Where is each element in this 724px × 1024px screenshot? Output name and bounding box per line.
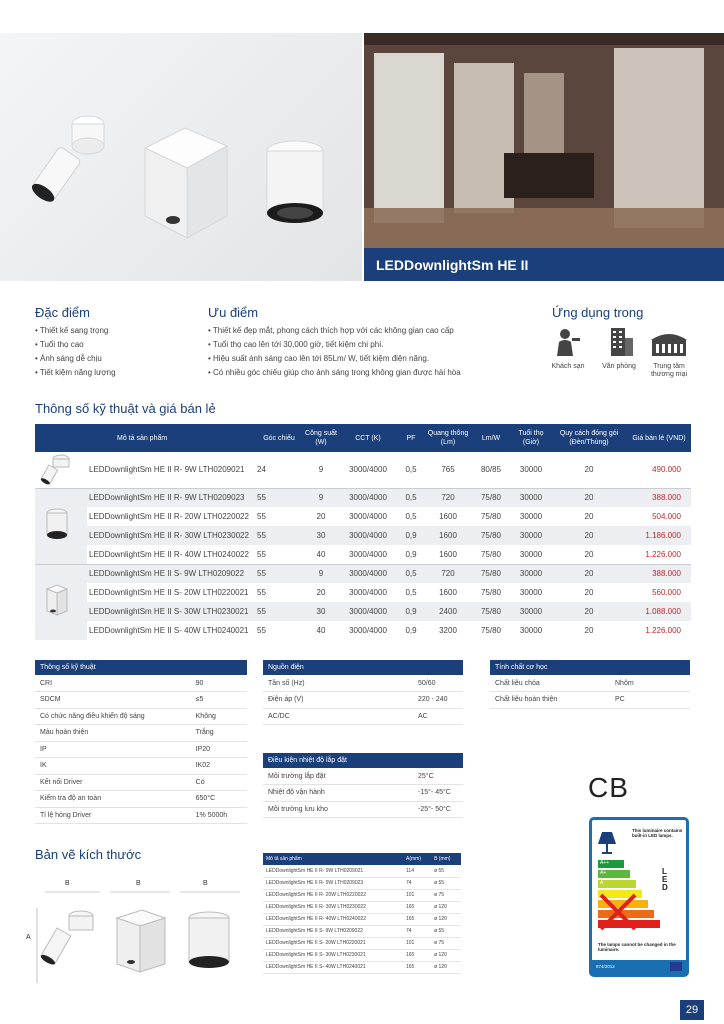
label-footer (592, 960, 686, 974)
cell: 3000/4000 (349, 512, 387, 521)
dimension-drawing (35, 888, 250, 988)
table-row: LEDDownlightSm HE II R- 9W LTH0209023 74 ø 55 (263, 877, 461, 889)
cell-product: LEDDownlightSm HE II S- 30W LTH0230021 (87, 602, 255, 621)
dim-label-b: B (203, 880, 208, 887)
cell-product: LEDDownlightSm HE II S- 9W LTH0209022 (87, 564, 255, 583)
col-header: Tuổi thọ (Giờ) (511, 424, 551, 452)
cell-price: 504.000 (652, 512, 681, 521)
spot-light-thumb (37, 453, 77, 485)
cell: 80/85 (480, 465, 502, 475)
col-header: A(mm) (403, 853, 431, 865)
office-building-icon (597, 326, 641, 358)
cb-certification-mark: CB (588, 772, 629, 803)
table-row: IP IP20 (35, 741, 247, 758)
list-item: • Có nhiều góc chiếu giúp cho ánh sáng trong không gian được hài hòa (208, 366, 461, 380)
class-bar: A++ (598, 860, 624, 868)
cell: 3200 (439, 626, 457, 635)
lamp-icon (596, 830, 618, 856)
col-header: B (mm) (431, 853, 461, 865)
cell: 30 (303, 602, 339, 621)
temperature-table (263, 753, 463, 818)
table-row: LEDDownlightSm HE II S- 40W LTH0240021 165 ø 120 (263, 961, 461, 973)
table-row: CRI 90 (35, 675, 247, 692)
table-row (35, 602, 691, 621)
cell: 30000 (519, 512, 543, 521)
cell: 0,9 (397, 545, 425, 564)
cell-price: 388.000 (627, 488, 691, 507)
cell: 0,5 (405, 465, 417, 475)
table-row: Kết nối Driver Có (35, 774, 247, 791)
led-vertical-mark: L E D (662, 867, 668, 892)
table-row (35, 583, 691, 602)
cell: 20 (551, 564, 627, 583)
cell: 1600 (439, 512, 457, 521)
cell: 30000 (519, 588, 543, 597)
cell-product: LEDDownlightSm HE II R- 9W LTH0209023 (87, 488, 255, 507)
cell: 55 (255, 564, 303, 583)
regulation: 874/2012 (596, 964, 615, 969)
table-row: Màu hoàn thiện Trắng (35, 725, 247, 742)
col-header: Lm/W (471, 424, 511, 452)
table-row: LEDDownlightSm HE II S- 30W LTH0230021 165 ø 120 (263, 949, 461, 961)
table-row (35, 488, 691, 507)
app-office (597, 326, 641, 371)
table-title: Thông số kỹ thuật (35, 660, 247, 675)
advantages-title: Ưu điểm (208, 305, 259, 320)
table-row: Môi trường lưu kho -25°- 50°C (263, 801, 463, 818)
product-photo (0, 33, 362, 281)
product-thumb (35, 452, 87, 488)
cell: 75/80 (471, 564, 511, 583)
cell: 75/80 (480, 588, 502, 597)
cell: 720 (425, 488, 471, 507)
cell: 3000/4000 (349, 465, 387, 475)
cell: 55 (255, 545, 303, 564)
cell: 55 (255, 526, 303, 545)
table-row: Điện áp (V) 220 - 240 (263, 692, 463, 709)
table-row: LEDDownlightSm HE II S- 20W LTH0220021 101 ø 75 (263, 937, 461, 949)
cell: 55 (257, 626, 266, 635)
spec-price-table (35, 424, 691, 640)
spec-title: Thông số kỹ thuật và giá bán lẻ (35, 401, 216, 416)
table-row: LEDDownlightSm HE II R- 20W LTH0220022 101 ø 75 (263, 889, 461, 901)
app-mall (646, 330, 692, 379)
cell: 75/80 (471, 602, 511, 621)
table-row: LEDDownlightSm HE II R- 40W LTH0240022 165 ø 120 (263, 913, 461, 925)
power-table (263, 660, 463, 725)
app-hotel (548, 326, 588, 371)
lobby-photo (364, 33, 724, 248)
round-light-thumb (37, 505, 77, 545)
table-row: Kiểm tra độ an toàn 650°C (35, 791, 247, 808)
energy-label (589, 817, 689, 977)
cell-price: 1.226.000 (645, 626, 681, 635)
table-row (35, 564, 691, 583)
list-item: • Tuổi thọ cao (35, 338, 116, 352)
cell: 20 (584, 465, 594, 475)
dimensions-table (263, 853, 461, 974)
cell: 765 (441, 465, 455, 475)
cell: 55 (255, 488, 303, 507)
cell: 55 (257, 512, 266, 521)
table-row (35, 507, 691, 526)
cell: 20 (584, 626, 594, 635)
cell: 3000/4000 (339, 545, 397, 564)
cell: 720 (425, 564, 471, 583)
applications-title: Ứng dụng trong (552, 305, 644, 320)
hotel-icon (548, 326, 588, 358)
cell: 30000 (511, 526, 551, 545)
cell: 0,5 (397, 564, 425, 583)
cell: 20 (551, 488, 627, 507)
cell: 55 (255, 602, 303, 621)
hero-product-image (0, 33, 362, 281)
cell: 3000/4000 (349, 588, 387, 597)
col-header: Công suất (W) (303, 424, 339, 452)
label-text: This luminaire contains built-in LED lamps. (632, 828, 683, 838)
app-label: Trung tâm thương mại (650, 363, 688, 378)
cell: 2400 (425, 602, 471, 621)
table-header-row (263, 853, 461, 865)
cell-price: 490.000 (652, 465, 681, 475)
table-title: Điều kiện nhiệt độ lắp đặt (263, 753, 463, 768)
cell: 0,5 (405, 588, 417, 597)
list-item: • Thiết kế sang trọng (35, 324, 116, 338)
app-label: Khách sạn (551, 363, 585, 370)
col-header: Mô tả sản phẩm (87, 424, 255, 452)
table-row: AC/DC AC (263, 708, 463, 725)
cell: 75/80 (480, 626, 502, 635)
warning-text: The lamps cannot be changed in the luminaire. (598, 942, 676, 952)
cell: 75/80 (471, 488, 511, 507)
table-row: Môi trường lắp đặt 25°C (263, 768, 463, 785)
cell: 20 (551, 602, 627, 621)
table-row (35, 526, 691, 545)
cell: 20 (316, 512, 326, 521)
cell-price: 388.000 (627, 564, 691, 583)
cell-product: LEDDownlightSm HE II R- 40W LTH0240022 (87, 545, 255, 564)
table-row (35, 621, 691, 640)
list-item: • Ánh sáng dễ chịu (35, 352, 116, 366)
features-title: Đặc điểm (35, 305, 90, 320)
cell: 75/80 (480, 512, 502, 521)
table-title: Tính chất cơ học (490, 660, 690, 675)
col-header: Góc chiếu (255, 424, 303, 452)
cell: 9 (303, 564, 339, 583)
cell: 30000 (511, 488, 551, 507)
cell: 40 (316, 626, 326, 635)
cell: 1600 (439, 588, 457, 597)
cell: 40 (303, 545, 339, 564)
cell-product: LEDDownlightSm HE II S- 20W LTH0220021 (89, 588, 249, 597)
cell: 0,5 (405, 512, 417, 521)
app-label: Văn phòng (602, 363, 636, 370)
list-item: • Tiết kiệm năng lượng (35, 366, 116, 380)
cell: 20 (584, 512, 594, 521)
cell: 1600 (425, 545, 471, 564)
dim-label-a: A (26, 934, 31, 941)
drawing-title: Bản vẽ kích thước (35, 847, 142, 862)
col-header: PF (397, 424, 425, 452)
cell: 30000 (511, 545, 551, 564)
cell: 3000/4000 (339, 488, 397, 507)
cell-price: 1.186.000 (627, 526, 691, 545)
table-row: LEDDownlightSm HE II R- 30W LTH0230022 165 ø 120 (263, 901, 461, 913)
page-number: 29 (680, 1000, 704, 1020)
dim-label-b: B (65, 880, 70, 887)
table-row: LEDDownlightSm HE II S- 9W LTH0209022 74 ø 55 (263, 925, 461, 937)
cell: 3000/4000 (339, 526, 397, 545)
class-bar: A+ (598, 870, 630, 878)
cell: 30000 (519, 626, 543, 635)
cell: 3000/4000 (339, 564, 397, 583)
cell: 20 (551, 545, 627, 564)
cell: 30000 (511, 602, 551, 621)
image-col-header (35, 424, 87, 452)
hero-interior-photo (364, 33, 724, 248)
cell: 0,5 (397, 488, 425, 507)
table-row: Tỉ lệ hỏng Driver 1% 5000h (35, 807, 247, 824)
table-row: SDCM ≤5 (35, 692, 247, 709)
cell-product: LEDDownlightSm HE II R- 30W LTH0230022 (87, 526, 255, 545)
cell: 20 (584, 588, 594, 597)
features-list (35, 324, 116, 380)
cell-product: LEDDownlightSm HE II R- 20W LTH0220022 (89, 512, 249, 521)
cell: 20 (551, 526, 627, 545)
product-title-bar (364, 248, 724, 281)
mall-icon (646, 330, 692, 358)
col-header: Quy cách đóng gói (Đèn/Thùng) (551, 424, 627, 452)
cell-product: LEDDownlightSm HE II R- 9W LTH0209021 (89, 465, 245, 475)
cell: 24 (257, 465, 266, 475)
table-row: Chất liệu hoàn thiện PC (490, 692, 690, 709)
product-thumb (35, 488, 87, 564)
cell: 0,9 (397, 526, 425, 545)
material-table (490, 660, 690, 709)
list-item: • Tuổi thọ cao lên tới 30,000 giờ, tiết kiệm chi phí. (208, 338, 461, 352)
col-header: Giá bán lẻ (VND) (627, 424, 691, 452)
list-item: • Hiệu suất ánh sáng cao lên tới 85Lm/ W, tiết kiệm điện năng. (208, 352, 461, 366)
cell: 1600 (425, 526, 471, 545)
square-light-thumb (37, 581, 77, 621)
table-row: LEDDownlightSm HE II R- 9W LTH0209021 114 ø 55 (263, 865, 461, 877)
cell: 9 (318, 465, 324, 475)
table-row: IK IK02 (35, 758, 247, 775)
cell: 9 (303, 488, 339, 507)
eu-flag-icon (670, 962, 682, 971)
cell-price: 1.226.000 (627, 545, 691, 564)
cell: 30000 (519, 465, 543, 475)
table-row: Chất liệu chóa Nhôm (490, 675, 690, 692)
col-header: Quang thông (Lm) (425, 424, 471, 452)
cell-product: LEDDownlightSm HE II S- 40W LTH0240021 (89, 626, 249, 635)
class-bar: A (598, 880, 636, 888)
table-row: Có chức năng điều khiển độ sáng Không (35, 708, 247, 725)
col-header: CCT (K) (339, 424, 397, 452)
product-title: LEDDownlightSm HE II (376, 257, 529, 273)
list-item: • Thiết kế đẹp mắt, phong cách thích hợp với các không gian cao cấp (208, 324, 461, 338)
cell: 75/80 (471, 545, 511, 564)
table-row: Nhiệt độ vận hành -15°- 45°C (263, 785, 463, 802)
cell: 20 (316, 588, 326, 597)
cell: 3000/4000 (339, 602, 397, 621)
cell: 30000 (511, 564, 551, 583)
cell: 55 (257, 588, 266, 597)
cell: 75/80 (471, 526, 511, 545)
cell: 0,9 (397, 602, 425, 621)
table-row: Tần số (Hz) 50/60 (263, 675, 463, 692)
cell: 0,9 (405, 626, 417, 635)
cell: 30 (303, 526, 339, 545)
table-row (35, 452, 691, 488)
cell: 3000/4000 (349, 626, 387, 635)
dim-label-b: B (136, 880, 141, 887)
col-header: Mô tả sản phẩm (263, 853, 403, 865)
cell-price: 1.088.000 (627, 602, 691, 621)
advantages-list (208, 324, 461, 380)
tech-spec-table (35, 660, 247, 824)
table-row (35, 545, 691, 564)
table-header-row (35, 424, 691, 452)
product-thumb (35, 564, 87, 640)
not-replaceable-cross-icon (598, 892, 638, 932)
cell-price: 560.000 (652, 588, 681, 597)
table-title: Nguồn điện (263, 660, 463, 675)
